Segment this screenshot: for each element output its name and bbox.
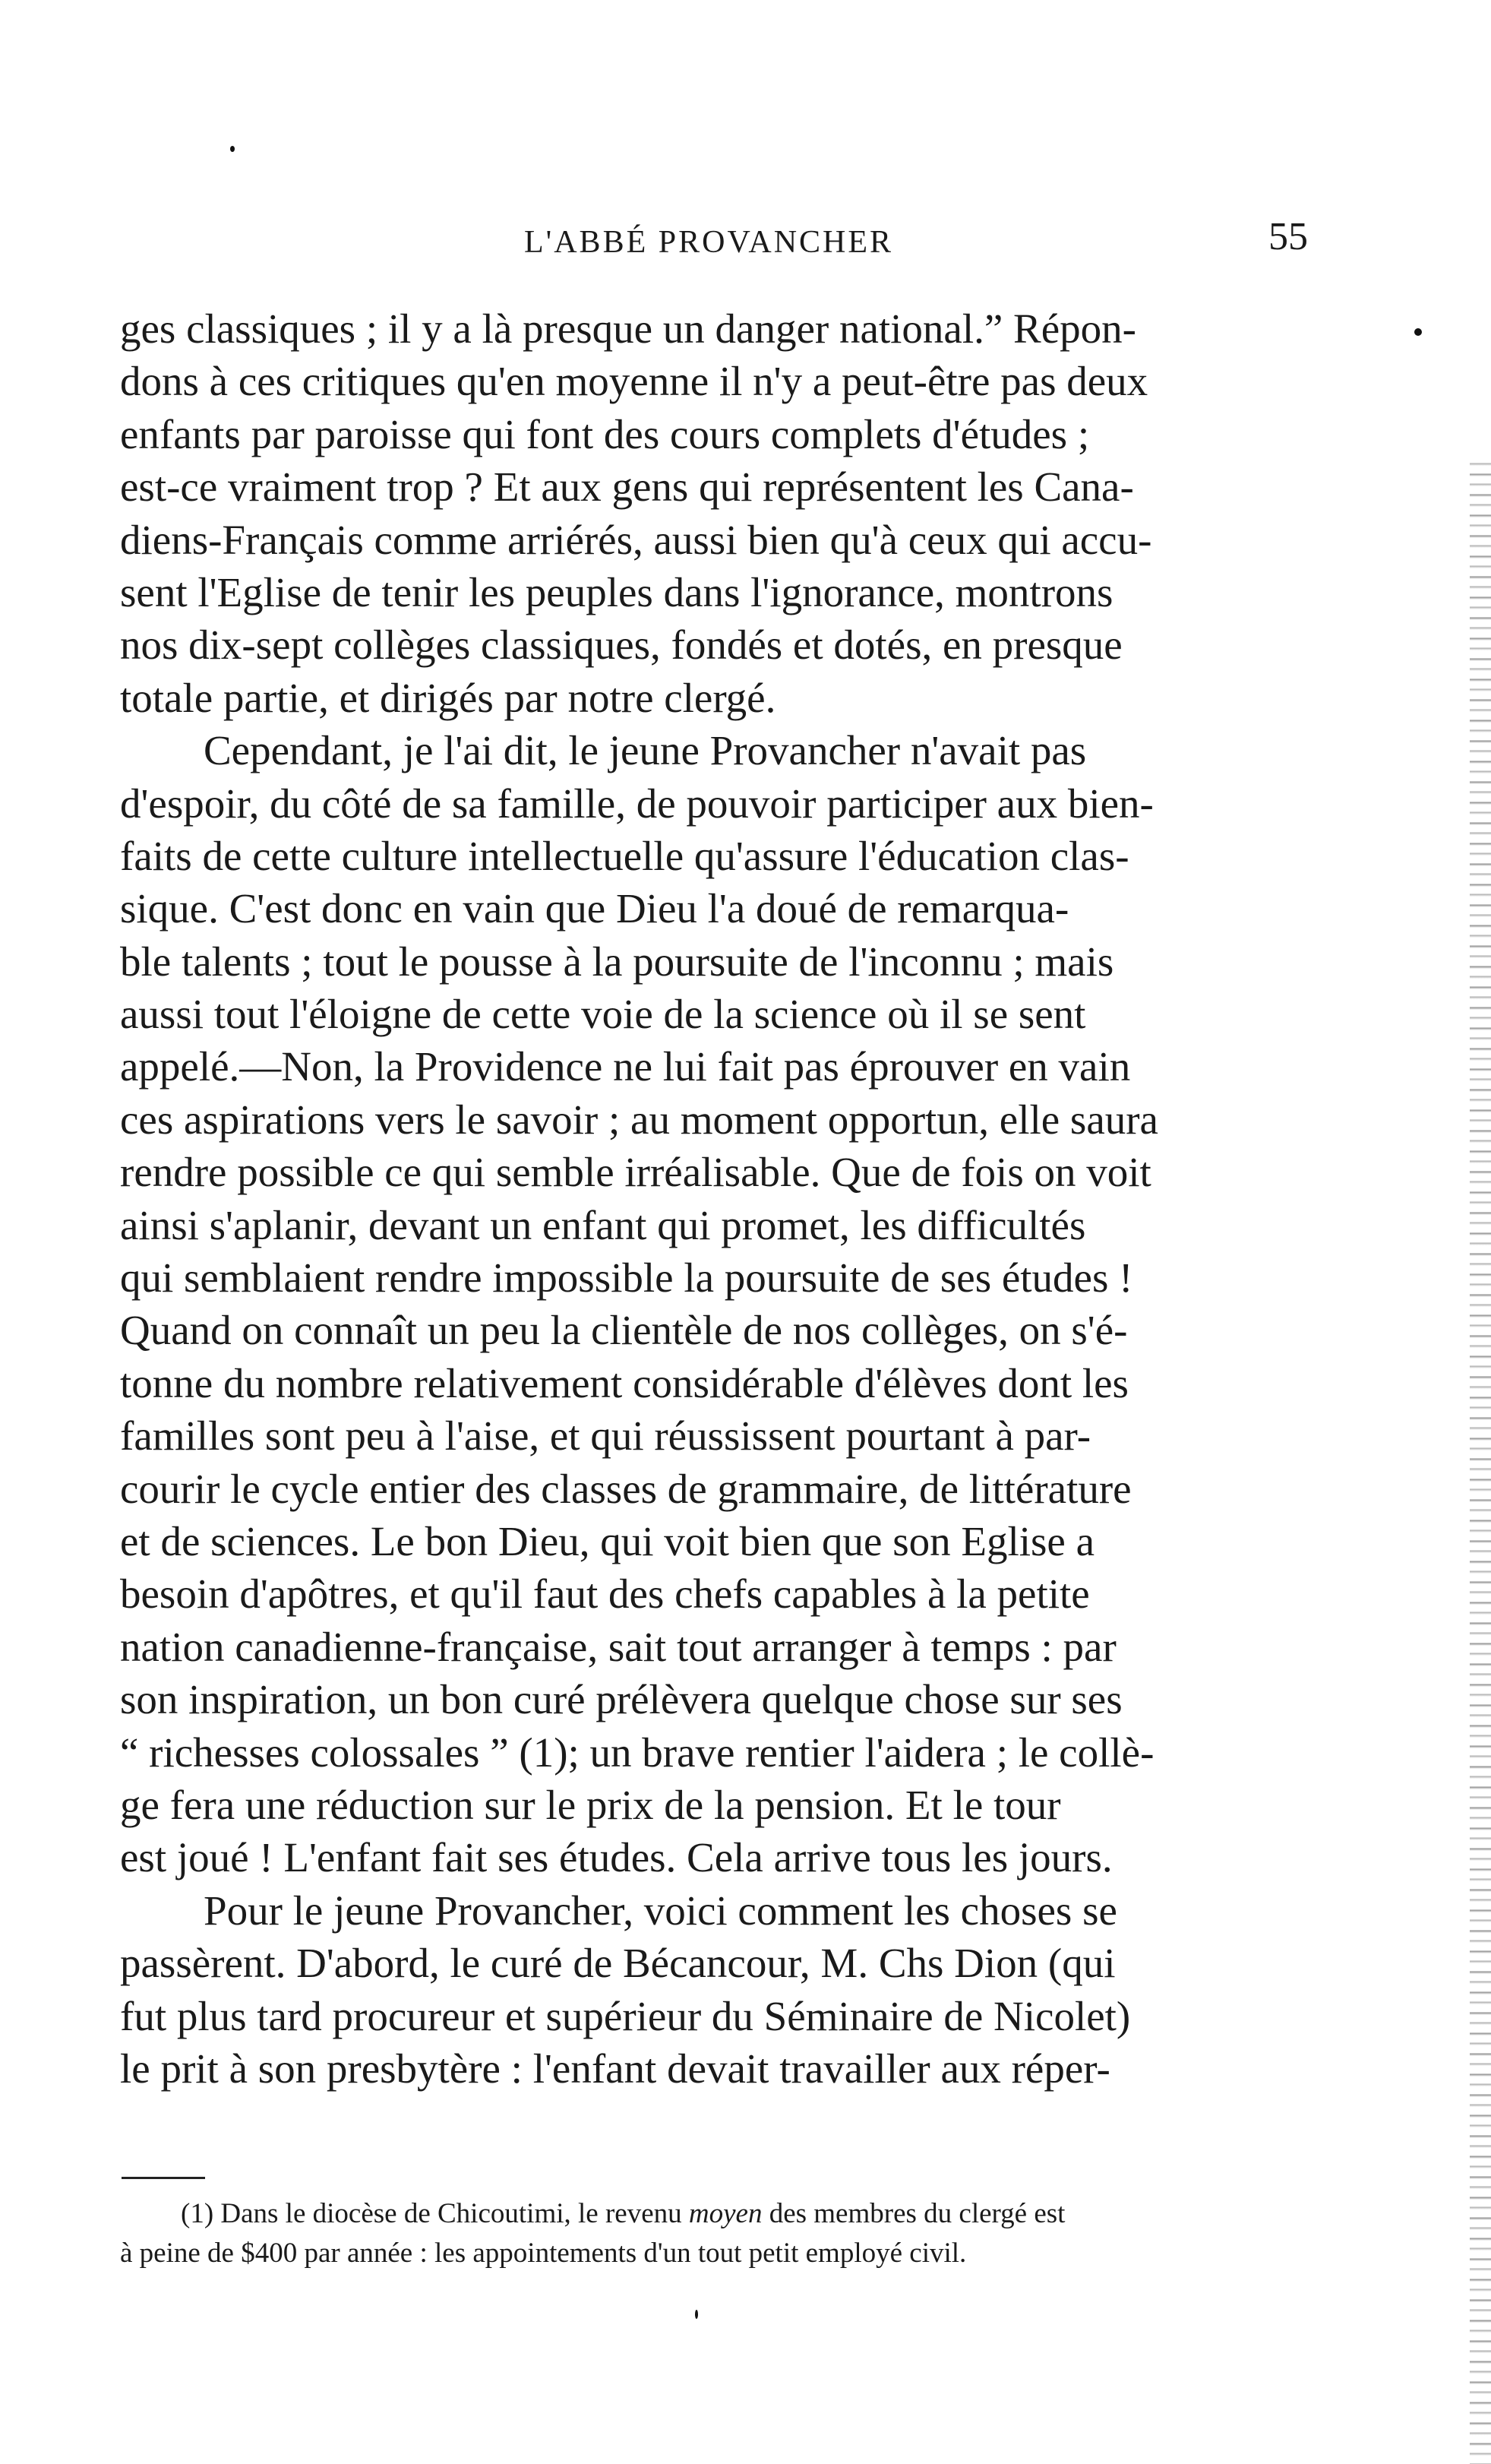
- text-line: totale partie, et dirigés par notre clergé.: [120, 674, 776, 721]
- text-line: son inspiration, un bon curé prélèvera quelque chose sur ses: [120, 1676, 1123, 1723]
- paragraph-start-line: Cependant, je l'ai dit, le jeune Provancher n'avait pas: [204, 727, 1087, 774]
- text-line: Quand on connaît un peu la clientèle de nos collèges, on s'é-: [120, 1307, 1128, 1354]
- text-line: ces aspirations vers le savoir ; au moment opportun, elle saura: [120, 1096, 1158, 1143]
- paragraph-start-line: Pour le jeune Provancher, voici comment les choses se: [204, 1887, 1117, 1934]
- scan-speck: [695, 2310, 698, 2319]
- footnote-text-end: des membres du clergé est: [762, 2198, 1066, 2229]
- footnote-line-2: à peine de $400 par année : les appointements d'un tout petit employé civil.: [120, 2238, 967, 2269]
- text-line: est-ce vraiment trop ? Et aux gens qui représentent les Cana-: [120, 463, 1134, 511]
- text-line: d'espoir, du côté de sa famille, de pouvoir participer aux bien-: [120, 780, 1154, 827]
- text-line: ge fera une réduction sur le prix de la pension. Et le tour: [120, 1781, 1061, 1828]
- text-line: familles sont peu à l'aise, et qui réussissent pourtant à par-: [120, 1412, 1091, 1460]
- text-line: sique. C'est donc en vain que Dieu l'a doué de remarqua-: [120, 885, 1069, 932]
- text-line: enfants par paroisse qui font des cours complets d'études ;: [120, 410, 1090, 457]
- text-line: diens-Français comme arriérés, aussi bien qu'à ceux qui accu-: [120, 516, 1152, 563]
- text-line: rendre possible ce qui semble irréalisable. Que de fois on voit: [120, 1149, 1151, 1196]
- text-line: le prit à son presbytère : l'enfant devait travailler aux réper-: [120, 2045, 1110, 2092]
- footnote: [120, 2194, 1305, 2273]
- running-header-title: L'ABBÉ PROVANCHER: [524, 225, 894, 260]
- body-text: [120, 302, 1305, 2095]
- footnote-emphasis: moyen: [688, 2198, 763, 2229]
- text-line: et de sciences. Le bon Dieu, qui voit bien que son Eglise a: [120, 1517, 1095, 1564]
- text-line: faits de cette culture intellectuelle qu'assure l'éducation clas-: [120, 832, 1129, 879]
- text-line: passèrent. D'abord, le curé de Bécancour, M. Chs Dion (qui: [120, 1940, 1116, 1987]
- scan-edge-noise: [1470, 456, 1491, 2464]
- scan-speck: [230, 146, 235, 152]
- text-line: nos dix-sept collèges classiques, fondés et dotés, en presque: [120, 622, 1123, 669]
- footnote-separator: [122, 2177, 205, 2179]
- text-line: ges classiques ; il y a là presque un danger national.” Répon-: [120, 305, 1136, 352]
- text-line: besoin d'apôtres, et qu'il faut des chefs capables à la petite: [120, 1570, 1090, 1618]
- footnote-line-1: [120, 2194, 1305, 2234]
- text-line: dons à ces critiques qu'en moyenne il n'y a peut-être pas deux: [120, 358, 1148, 405]
- text-line: sent l'Eglise de tenir les peuples dans l'ignorance, montrons: [120, 568, 1114, 615]
- footnote-text-start: (1) Dans le diocèse de Chicoutimi, le revenu: [181, 2198, 689, 2229]
- text-line: qui semblaient rendre impossible la poursuite de ses études !: [120, 1254, 1133, 1302]
- scan-speck: [1414, 328, 1422, 336]
- text-line: tonne du nombre relativement considérable d'élèves dont les: [120, 1359, 1129, 1406]
- text-line: fut plus tard procureur et supérieur du Séminaire de Nicolet): [120, 1992, 1131, 2039]
- text-line: courir le cycle entier des classes de grammaire, de littérature: [120, 1465, 1132, 1512]
- text-line: nation canadienne-française, sait tout arranger à temps : par: [120, 1623, 1117, 1670]
- text-line: appelé.—Non, la Providence ne lui fait pas éprouver en vain: [120, 1043, 1131, 1090]
- page-number: 55: [1268, 215, 1308, 258]
- text-line: ainsi s'aplanir, devant un enfant qui promet, les difficultés: [120, 1201, 1086, 1248]
- text-line: ble talents ; tout le pousse à la poursuite de l'inconnu ; mais: [120, 938, 1114, 985]
- text-line: “ richesses colossales ” (1); un brave rentier l'aidera ; le collè-: [120, 1729, 1155, 1776]
- text-line: aussi tout l'éloigne de cette voie de la science où il se sent: [120, 991, 1086, 1038]
- text-line: est joué ! L'enfant fait ses études. Cela arrive tous les jours.: [120, 1834, 1113, 1881]
